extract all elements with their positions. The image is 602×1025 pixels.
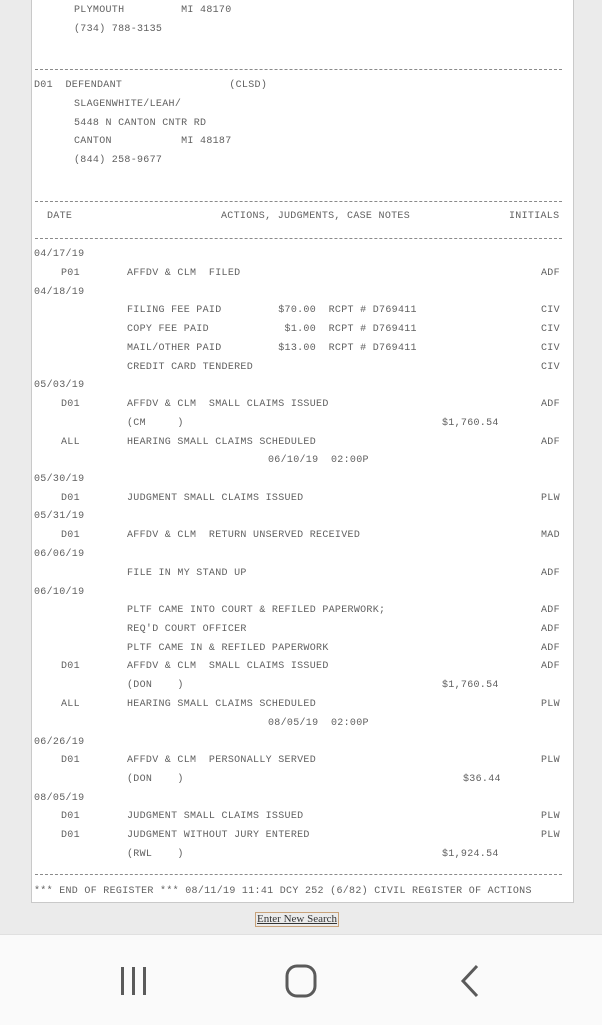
plaintiff-city-line: PLYMOUTH MI 48170 <box>74 5 232 16</box>
recents-icon[interactable] <box>114 961 154 1001</box>
back-icon[interactable] <box>450 961 490 1001</box>
entry-initials: PLW <box>541 830 560 841</box>
entry-amount: $1,760.54 <box>442 418 499 429</box>
entry-party: D01 <box>61 399 80 410</box>
entry-initials: ADF <box>541 437 560 448</box>
entry-action: PLTF CAME IN & REFILED PAPERWORK <box>127 643 329 654</box>
entry-party: D01 <box>61 661 80 672</box>
entry-party: D01 <box>61 830 80 841</box>
entry-initials: ADF <box>541 661 560 672</box>
entry-date: 05/03/19 <box>34 380 85 391</box>
entry-initials: ADF <box>541 568 560 579</box>
entry-party: D01 <box>61 493 80 504</box>
divider <box>35 874 562 875</box>
entry-initials: ADF <box>541 268 560 279</box>
header-initials: INITIALS <box>509 211 560 222</box>
entry-action: (CM ) <box>127 418 184 429</box>
entry-action: AFFDV & CLM FILED <box>127 268 241 279</box>
entry-initials: PLW <box>541 755 560 766</box>
entry-initials: ADF <box>541 605 560 616</box>
entry-action: JUDGMENT SMALL CLAIMS ISSUED <box>127 811 304 822</box>
entry-action: JUDGMENT WITHOUT JURY ENTERED <box>127 830 310 841</box>
header-date: DATE <box>47 211 73 222</box>
entry-date: 05/30/19 <box>34 474 85 485</box>
entry-action: JUDGMENT SMALL CLAIMS ISSUED <box>127 493 304 504</box>
entry-party: D01 <box>61 530 80 541</box>
defendant-header: D01 DEFENDANT (CLSD) <box>34 80 268 91</box>
register-footer: *** END OF REGISTER *** 08/11/19 11:41 DCY 252 (6/82) CIVIL REGISTER OF ACTIONS <box>34 886 532 897</box>
divider <box>35 69 562 70</box>
entry-amount: $1,924.54 <box>442 849 499 860</box>
header-actions: ACTIONS, JUDGMENTS, CASE NOTES <box>221 211 411 222</box>
entry-party: ALL <box>61 437 80 448</box>
defendant-name: SLAGENWHITE/LEAH/ <box>74 99 182 110</box>
entry-party: D01 <box>61 811 80 822</box>
entry-action: (DON ) <box>127 774 184 785</box>
entry-action: MAIL/OTHER PAID $13.00 RCPT # D769411 <box>127 343 417 354</box>
entry-date: 06/10/19 <box>34 587 85 598</box>
entry-action: AFFDV & CLM RETURN UNSERVED RECEIVED <box>127 530 361 541</box>
defendant-city-line: CANTON MI 48187 <box>74 136 232 147</box>
entry-initials: ADF <box>541 643 560 654</box>
enter-new-search-link[interactable]: Enter New Search <box>257 913 338 925</box>
entry-date: 05/31/19 <box>34 511 85 522</box>
entry-action: COPY FEE PAID $1.00 RCPT # D769411 <box>127 324 417 335</box>
divider <box>35 201 562 202</box>
entry-action: AFFDV & CLM PERSONALLY SERVED <box>127 755 317 766</box>
entry-action: FILE IN MY STAND UP <box>127 568 247 579</box>
entry-action: (DON ) <box>127 680 184 691</box>
entry-action: HEARING SMALL CLAIMS SCHEDULED <box>127 699 317 710</box>
entry-initials: CIV <box>541 343 560 354</box>
entry-initials: PLW <box>541 811 560 822</box>
entry-date: 06/06/19 <box>34 549 85 560</box>
home-icon[interactable] <box>281 961 321 1001</box>
entry-action: FILING FEE PAID $70.00 RCPT # D769411 <box>127 305 417 316</box>
entry-action: PLTF CAME INTO COURT & REFILED PAPERWORK; <box>127 605 386 616</box>
entry-hearing-datetime: 08/05/19 02:00P <box>268 718 369 729</box>
plaintiff-phone: (734) 788-3135 <box>74 24 163 35</box>
entry-initials: PLW <box>541 493 560 504</box>
entry-party: ALL <box>61 699 80 710</box>
entry-party: P01 <box>61 268 80 279</box>
entry-amount: $1,760.54 <box>442 680 499 691</box>
entry-action: AFFDV & CLM SMALL CLAIMS ISSUED <box>127 661 329 672</box>
entry-initials: CIV <box>541 305 560 316</box>
register-document <box>31 0 574 903</box>
android-nav-bar <box>0 934 602 1025</box>
entry-date: 04/18/19 <box>34 287 85 298</box>
entry-amount: $36.44 <box>463 774 501 785</box>
entry-initials: ADF <box>541 624 560 635</box>
entry-date: 08/05/19 <box>34 793 85 804</box>
entry-party: D01 <box>61 755 80 766</box>
entry-action: CREDIT CARD TENDERED <box>127 362 254 373</box>
defendant-street: 5448 N CANTON CNTR RD <box>74 118 207 129</box>
entry-date: 04/17/19 <box>34 249 85 260</box>
entry-action: (RWL ) <box>127 849 184 860</box>
divider <box>35 238 562 239</box>
entry-initials: PLW <box>541 699 560 710</box>
entry-initials: CIV <box>541 324 560 335</box>
entry-initials: CIV <box>541 362 560 373</box>
entry-initials: MAD <box>541 530 560 541</box>
entry-initials: ADF <box>541 399 560 410</box>
entry-date: 06/26/19 <box>34 737 85 748</box>
entry-hearing-datetime: 06/10/19 02:00P <box>268 455 369 466</box>
entry-action: REQ'D COURT OFFICER <box>127 624 247 635</box>
entry-action: HEARING SMALL CLAIMS SCHEDULED <box>127 437 317 448</box>
defendant-phone: (844) 258-9677 <box>74 155 163 166</box>
entry-action: AFFDV & CLM SMALL CLAIMS ISSUED <box>127 399 329 410</box>
